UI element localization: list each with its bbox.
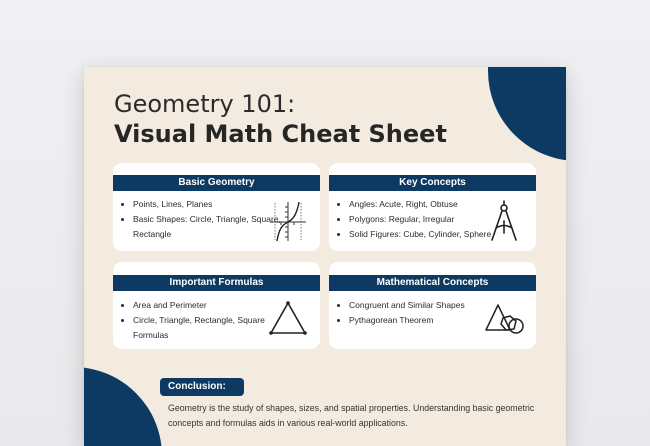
- compass-icon: [484, 199, 524, 243]
- conclusion-text: Geometry is the study of shapes, sizes, and spatial properties. Understanding basic geometric concepts and formulas aids in various real-world applications.: [168, 403, 535, 428]
- card-heading: Mathematical Concepts: [329, 275, 536, 291]
- page-title-line1: Geometry 101:: [114, 90, 296, 118]
- shapes-icon: [484, 296, 524, 340]
- list-item: • Circle, Triangle, Rectangle, Square Formulas: [133, 313, 281, 343]
- cheat-sheet-page: [84, 67, 566, 446]
- triangle-icon: [268, 296, 308, 340]
- card-basic-geometry: [113, 163, 320, 251]
- list-item: • Angles: Acute, Right, Obtuse: [349, 197, 497, 212]
- list-item: • Solid Figures: Cube, Cylinder, Sphere: [349, 227, 497, 242]
- card-list: [337, 197, 497, 242]
- function-graph-icon: [268, 199, 308, 243]
- card-heading: Basic Geometry: [113, 175, 320, 191]
- card-list: [121, 298, 281, 343]
- card-mathematical-concepts: [329, 262, 536, 349]
- card-list: [337, 298, 497, 328]
- list-item: • Pythagorean Theorem: [349, 313, 497, 328]
- list-item: • Basic Shapes: Circle, Triangle, Square, Rectangle: [133, 212, 281, 242]
- page-title-line2: Visual Math Cheat Sheet: [114, 120, 447, 148]
- card-heading: Important Formulas: [113, 275, 320, 291]
- list-item: • Points, Lines, Planes: [133, 197, 281, 212]
- list-item: • Congruent and Similar Shapes: [349, 298, 497, 313]
- list-item: • Area and Perimeter: [133, 298, 281, 313]
- conclusion-label: Conclusion:: [160, 378, 244, 396]
- decorative-circle-top-right: [488, 67, 566, 161]
- decorative-circle-bottom-left: [84, 367, 162, 446]
- card-important-formulas: [113, 262, 320, 349]
- card-key-concepts: [329, 163, 536, 251]
- card-heading: Key Concepts: [329, 175, 536, 191]
- card-list: [121, 197, 281, 242]
- list-item: • Polygons: Regular, Irregular: [349, 212, 497, 227]
